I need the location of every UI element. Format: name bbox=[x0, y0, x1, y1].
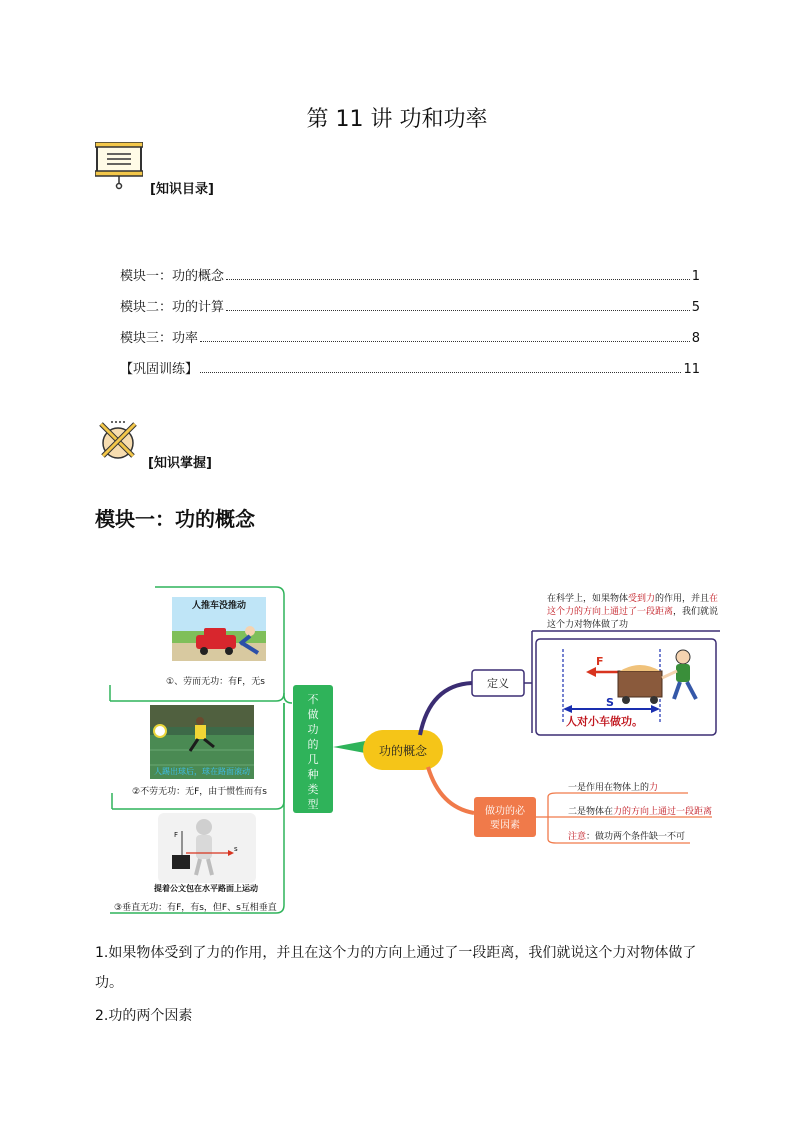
svg-text:人推车没推动: 人推车没推动 bbox=[191, 601, 247, 611]
factor-item: 注意：做功两个条件缺一不可 bbox=[568, 832, 686, 842]
paragraph-two-factors: 2.功的两个因素 bbox=[95, 1008, 193, 1024]
case1-caption: ①、劳而无功：有F，无s bbox=[166, 677, 265, 687]
factor-item: 二是物体在力的方向上通过一段距离 bbox=[568, 807, 713, 817]
paragraph-definition: 1.如果物体受到了力的作用，并且在这个力的方向上通过了一段距离，我们就说这个力对物体做了功。 bbox=[95, 945, 697, 991]
svg-text:做功的必: 做功的必 bbox=[485, 806, 525, 817]
svg-text:在科学上，如果物体受到力的作用，并且在: 在科学上，如果物体受到力的作用，并且在 bbox=[547, 594, 719, 604]
case2-caption: ②不劳无功：无F，由于惯性而有s bbox=[132, 787, 267, 797]
svg-text:类: 类 bbox=[307, 783, 319, 796]
svg-text:S: S bbox=[606, 696, 614, 709]
svg-text:这个力对物体做了功: 这个力对物体做了功 bbox=[547, 620, 629, 630]
module-heading: 模块一：功的概念 bbox=[95, 507, 255, 531]
factor-item: 一是作用在物体上的力 bbox=[568, 783, 659, 793]
svg-text:几: 几 bbox=[307, 753, 319, 766]
toc-item[interactable]: 模块一：功的概念 1 bbox=[120, 269, 700, 284]
svg-text:s: s bbox=[234, 845, 238, 853]
svg-text:做: 做 bbox=[307, 708, 319, 721]
concept-mindmap bbox=[100, 575, 730, 920]
toc-item[interactable]: 模块二：功的计算 5 bbox=[120, 300, 700, 315]
case1-illustration bbox=[172, 597, 266, 661]
toc-item[interactable]: 【巩固训练】 11 bbox=[120, 362, 700, 377]
definition-label: 定义 bbox=[487, 677, 509, 690]
center-node-label: 功的概念 bbox=[378, 744, 428, 758]
svg-text:F: F bbox=[596, 655, 604, 668]
definition-text bbox=[547, 592, 718, 630]
toc-item[interactable]: 模块三：功率 8 bbox=[120, 331, 700, 346]
svg-text:人对小车做功。: 人对小车做功。 bbox=[566, 715, 643, 728]
factors-node bbox=[474, 797, 536, 837]
svg-text:要因素: 要因素 bbox=[490, 820, 520, 831]
factors-list bbox=[568, 781, 712, 842]
svg-text:不: 不 bbox=[307, 693, 319, 706]
knowledge-label: [知识掌握] bbox=[148, 456, 212, 471]
case3-illustration bbox=[154, 813, 258, 893]
page-title: 第 11 讲 功和功率 bbox=[306, 107, 488, 132]
case3-caption: ③垂直无功：有F，有s，但F、s互相垂直 bbox=[114, 903, 277, 913]
svg-text:人踢出球后，球在路面滚动: 人踢出球后，球在路面滚动 bbox=[154, 767, 250, 776]
presentation-board-icon bbox=[95, 142, 143, 190]
cart-push-illustration bbox=[536, 639, 716, 735]
svg-text:型: 型 bbox=[307, 798, 319, 811]
svg-text:F: F bbox=[174, 831, 179, 839]
svg-text:种: 种 bbox=[307, 768, 319, 781]
svg-text:的: 的 bbox=[307, 738, 319, 751]
svg-text:提着公文包在水平路面上运动: 提着公文包在水平路面上运动 bbox=[154, 884, 258, 893]
toc-label: [知识目录] bbox=[150, 182, 214, 197]
svg-text:这个力的方向上通过了一段距离，我们就说: 这个力的方向上通过了一段距离，我们就说 bbox=[547, 607, 719, 617]
svg-text:功: 功 bbox=[307, 723, 319, 736]
crossed-pencils-icon bbox=[97, 420, 139, 462]
case2-illustration bbox=[150, 705, 254, 779]
